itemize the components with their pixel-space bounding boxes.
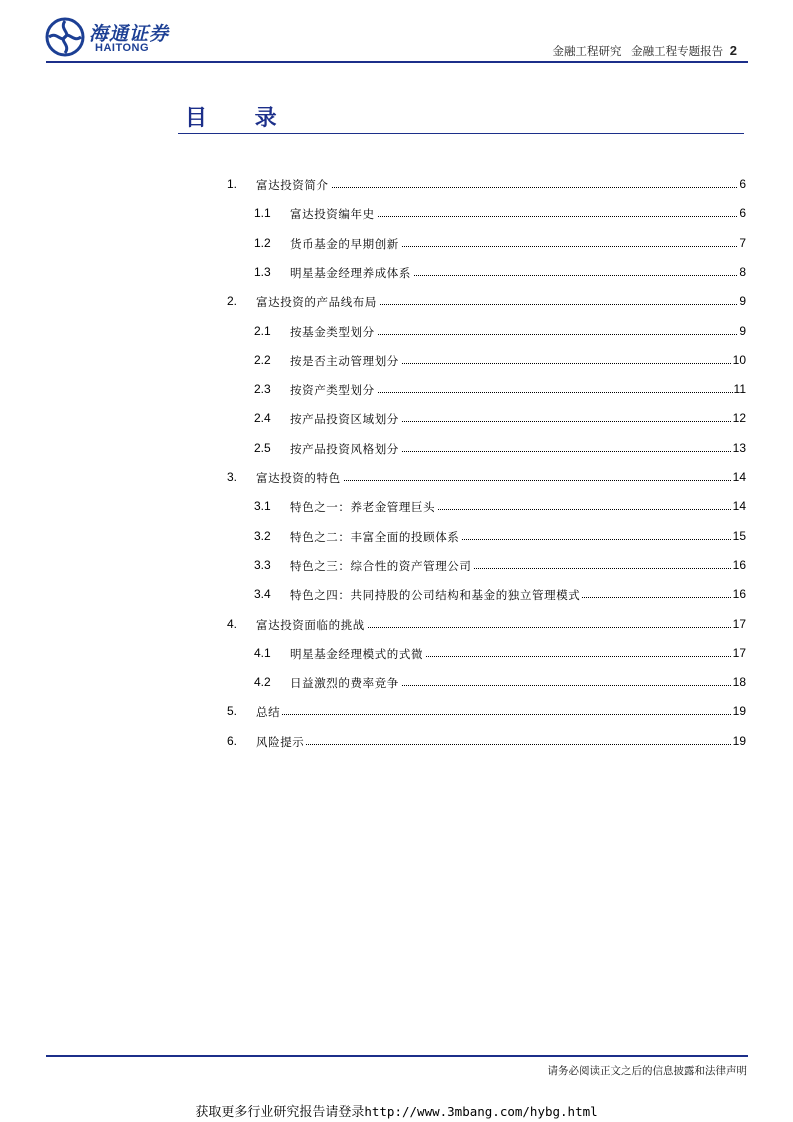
toc-entry-page: 17 <box>732 645 746 660</box>
toc-entry[interactable] <box>0 558 793 576</box>
toc-entry-title[interactable]: 按产品投资区域划分 <box>290 412 399 427</box>
toc-leader-dots <box>256 714 743 715</box>
toc-entry-title[interactable]: 日益激烈的费率竞争 <box>290 676 399 691</box>
toc-entry-title[interactable]: 货币基金的早期创新 <box>290 236 399 251</box>
toc-entry-title[interactable]: 富达投资的产品线布局 <box>256 295 377 310</box>
footer-promo <box>0 1101 793 1120</box>
toc-entry-number: 5. <box>227 704 238 719</box>
toc-entry-number: 4.2 <box>254 675 271 690</box>
toc-entry-title[interactable]: 特色之一：养老金管理巨头 <box>290 500 436 515</box>
toc-entry-number: 2.2 <box>254 352 271 367</box>
toc-entry[interactable] <box>0 206 793 224</box>
toc-entry-page: 14 <box>732 499 746 514</box>
toc-entry[interactable] <box>0 617 793 635</box>
toc-entry-title[interactable]: 按是否主动管理划分 <box>290 353 399 368</box>
toc-entry-number: 1.1 <box>254 206 271 221</box>
toc-entry[interactable] <box>0 529 793 547</box>
toc-entry[interactable] <box>0 265 793 283</box>
logo-chinese-name: 海通证券 <box>89 23 170 45</box>
toc-entry[interactable] <box>0 441 793 459</box>
toc-entry-title[interactable]: 特色之二：丰富全面的投顾体系 <box>290 529 460 544</box>
toc-entry-page: 16 <box>732 557 746 572</box>
footer-divider <box>46 1055 748 1057</box>
toc-entry-page: 11 <box>733 382 746 397</box>
toc-entry-page: 9 <box>739 323 746 338</box>
toc-entry[interactable] <box>0 470 793 488</box>
toc-entry[interactable] <box>0 411 793 429</box>
toc-entry-page: 13 <box>732 440 746 455</box>
company-logo <box>45 17 195 57</box>
toc-entry-number: 4.1 <box>254 645 271 660</box>
toc-entry[interactable] <box>0 646 793 664</box>
toc-entry-number: 2.5 <box>254 440 271 455</box>
footer-promo-text: 获取更多行业研究报告请登录 <box>195 1105 365 1120</box>
toc-entry-page: 18 <box>732 675 746 690</box>
header-page-number: 2 <box>729 43 737 58</box>
toc-entry-number: 2.1 <box>254 323 271 338</box>
toc-entry-number: 3.4 <box>254 587 271 602</box>
header-divider <box>46 61 748 63</box>
toc-entry-number: 2. <box>227 294 238 309</box>
toc-entry-page: 6 <box>739 206 746 221</box>
toc-entry[interactable] <box>0 499 793 517</box>
toc-entry-title[interactable]: 富达投资面临的挑战 <box>256 617 365 632</box>
toc-entry-title[interactable]: 特色之三：综合性的资产管理公司 <box>290 558 472 573</box>
toc-entry-title[interactable]: 按基金类型划分 <box>290 324 375 339</box>
toc-entry-page: 19 <box>732 733 746 748</box>
toc-entry-page: 19 <box>732 704 746 719</box>
toc-entry-title[interactable]: 富达投资的特色 <box>256 471 341 485</box>
toc-entry[interactable] <box>0 236 793 254</box>
header-department: 金融工程研究 <box>552 44 622 58</box>
toc-title-underline <box>178 133 744 134</box>
toc-entry[interactable] <box>0 177 793 195</box>
toc-entry-page: 16 <box>732 587 746 602</box>
toc-entry-title[interactable]: 总结 <box>256 705 281 720</box>
toc-title: 目 录 <box>185 106 297 131</box>
toc-entry-number: 3.1 <box>254 499 271 514</box>
header-report-type: 金融工程专题报告 <box>631 44 724 58</box>
toc-entry[interactable] <box>0 734 793 752</box>
toc-entry-title[interactable]: 风险提示 <box>256 734 305 749</box>
toc-entry-number: 6. <box>227 733 238 748</box>
toc-entry[interactable] <box>0 382 793 400</box>
toc-entry[interactable] <box>0 675 793 693</box>
toc-entry-page: 6 <box>739 177 746 191</box>
toc-entry-title[interactable]: 按产品投资风格划分 <box>290 441 399 456</box>
toc-entry-number: 2.4 <box>254 411 271 426</box>
haitong-logo-icon <box>45 17 85 57</box>
toc-entry-number: 4. <box>227 616 238 631</box>
toc-entry[interactable] <box>0 294 793 312</box>
toc-entry-number: 3.2 <box>254 528 271 543</box>
toc-entry-title[interactable]: 明星基金经理模式的式微 <box>290 646 424 661</box>
toc-entry-title[interactable]: 富达投资编年史 <box>290 207 375 222</box>
footer-promo-link[interactable]: http://www.3mbang.com/hybg.html <box>364 1104 598 1119</box>
toc-entry-number: 1.3 <box>254 264 271 279</box>
toc-entry[interactable] <box>0 704 793 722</box>
toc-entry-number: 2.3 <box>254 382 271 397</box>
toc-entry-number: 1. <box>227 177 238 191</box>
toc-entry-title[interactable]: 富达投资简介 <box>256 178 329 192</box>
toc-entry-number: 3. <box>227 470 238 484</box>
toc-entry-page: 14 <box>732 470 746 484</box>
toc-entry-title[interactable]: 按资产类型划分 <box>290 383 375 398</box>
toc-entry-number: 1.2 <box>254 235 271 250</box>
toc-entry[interactable] <box>0 324 793 342</box>
footer-disclaimer: 请务必阅读正文之后的信息披露和法律声明 <box>547 1065 747 1077</box>
logo-english-name: HAITONG <box>95 42 150 54</box>
toc-entry-number: 3.3 <box>254 557 271 572</box>
toc-entry-page: 7 <box>739 235 746 250</box>
toc-entry-title[interactable]: 明星基金经理养成体系 <box>290 265 411 280</box>
running-header <box>552 43 737 59</box>
toc-entry-page: 10 <box>732 352 746 367</box>
toc-leader-dots <box>256 744 743 745</box>
toc-entry-page: 8 <box>739 264 746 279</box>
toc-entry-page: 15 <box>732 528 746 543</box>
toc-entry-title[interactable]: 特色之四：共同持股的公司结构和基金的独立管理模式 <box>290 588 581 603</box>
toc-entry-page: 9 <box>739 294 746 309</box>
toc-entry-page: 12 <box>732 411 746 426</box>
toc-entry-page: 17 <box>732 616 746 631</box>
toc-entry[interactable] <box>0 353 793 371</box>
toc-entry[interactable] <box>0 587 793 605</box>
